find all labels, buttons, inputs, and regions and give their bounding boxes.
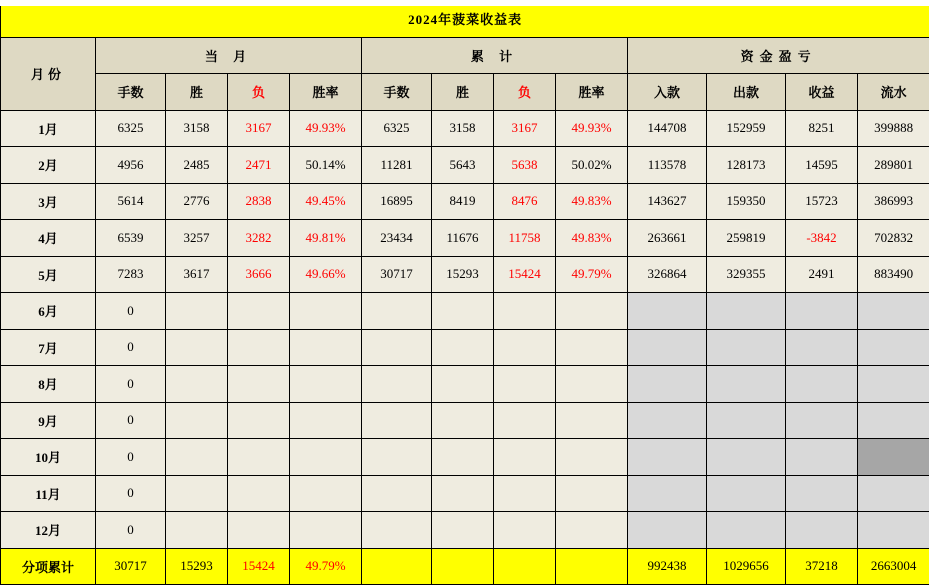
row-label[interactable]: 8月 [1, 366, 96, 403]
data-cell[interactable] [858, 512, 929, 549]
data-cell[interactable] [166, 293, 228, 330]
total-cell[interactable]: 30717 [96, 548, 166, 585]
top-scroll-strip [0, 0, 929, 6]
data-cell[interactable]: 6325 [362, 110, 432, 147]
data-cell[interactable]: 8251 [786, 110, 858, 147]
data-cell[interactable]: 3158 [432, 110, 494, 147]
header-sub-row [1, 74, 929, 111]
data-cell[interactable]: 49.93% [556, 110, 628, 147]
row-label[interactable]: 12月 [1, 512, 96, 549]
data-cell[interactable] [290, 512, 362, 549]
data-cell[interactable] [432, 439, 494, 476]
data-cell[interactable]: 49.81% [290, 220, 362, 257]
table-row [1, 256, 929, 293]
data-cell[interactable] [494, 366, 556, 403]
total-cell[interactable] [494, 548, 556, 585]
data-cell[interactable]: 16895 [362, 183, 432, 220]
data-cell[interactable]: 2776 [166, 183, 228, 220]
data-cell[interactable] [432, 512, 494, 549]
data-cell[interactable]: 0 [96, 439, 166, 476]
data-cell[interactable]: 2491 [786, 256, 858, 293]
data-cell[interactable] [166, 366, 228, 403]
data-cell[interactable]: 23434 [362, 220, 432, 257]
data-cell[interactable]: 50.14% [290, 147, 362, 184]
table-row [1, 220, 929, 257]
row-label[interactable]: 2月 [1, 147, 96, 184]
data-cell[interactable]: 152959 [707, 110, 786, 147]
data-cell[interactable]: 2485 [166, 147, 228, 184]
data-cell[interactable]: 11281 [362, 147, 432, 184]
data-cell[interactable] [858, 475, 929, 512]
total-cell[interactable]: 49.79% [290, 548, 362, 585]
data-cell[interactable] [228, 329, 290, 366]
header-group-row [1, 37, 929, 74]
total-label[interactable]: 分项累计 [1, 548, 96, 585]
total-cell[interactable]: 1029656 [707, 548, 786, 585]
data-cell[interactable]: 3666 [228, 256, 290, 293]
data-cell[interactable] [786, 475, 858, 512]
header-col-0-2: 负 [228, 74, 290, 111]
row-label[interactable]: 5月 [1, 256, 96, 293]
row-label[interactable]: 10月 [1, 439, 96, 476]
data-cell[interactable]: 8419 [432, 183, 494, 220]
data-cell[interactable]: 4956 [96, 147, 166, 184]
data-cell[interactable] [166, 329, 228, 366]
header-month: 月份 [1, 37, 96, 110]
header-col-1-1: 胜 [432, 74, 494, 111]
data-cell[interactable]: 6325 [96, 110, 166, 147]
header-col-1-0: 手数 [362, 74, 432, 111]
header-col-1-3: 胜率 [556, 74, 628, 111]
data-cell[interactable] [432, 293, 494, 330]
header-group-1: 累 计 [362, 37, 628, 74]
header-col-0-1: 胜 [166, 74, 228, 111]
data-cell[interactable]: 5614 [96, 183, 166, 220]
data-cell[interactable] [786, 329, 858, 366]
data-cell[interactable] [786, 293, 858, 330]
data-cell[interactable] [166, 402, 228, 439]
data-cell[interactable]: -3842 [786, 220, 858, 257]
data-cell[interactable] [166, 475, 228, 512]
header-col-2-0: 入款 [628, 74, 707, 111]
data-cell[interactable] [362, 293, 432, 330]
total-cell[interactable] [362, 548, 432, 585]
data-cell[interactable] [494, 512, 556, 549]
data-cell[interactable]: 5643 [432, 147, 494, 184]
data-cell[interactable] [290, 293, 362, 330]
data-cell[interactable] [556, 475, 628, 512]
data-cell[interactable] [290, 402, 362, 439]
data-cell[interactable]: 14595 [786, 147, 858, 184]
data-cell[interactable]: 5638 [494, 147, 556, 184]
data-cell[interactable]: 3167 [494, 110, 556, 147]
data-cell[interactable]: 386993 [858, 183, 929, 220]
table-row [1, 183, 929, 220]
data-cell[interactable] [556, 366, 628, 403]
data-cell[interactable]: 159350 [707, 183, 786, 220]
row-label[interactable]: 4月 [1, 220, 96, 257]
data-cell[interactable] [362, 366, 432, 403]
table-row [1, 475, 929, 512]
data-cell[interactable]: 144708 [628, 110, 707, 147]
data-cell[interactable]: 259819 [707, 220, 786, 257]
data-cell[interactable] [432, 329, 494, 366]
data-cell[interactable] [228, 475, 290, 512]
data-cell[interactable]: 49.66% [290, 256, 362, 293]
data-cell[interactable] [290, 366, 362, 403]
row-label[interactable]: 11月 [1, 475, 96, 512]
data-cell[interactable] [228, 439, 290, 476]
data-cell[interactable] [707, 329, 786, 366]
data-cell[interactable]: 3282 [228, 220, 290, 257]
data-cell[interactable] [858, 293, 929, 330]
total-cell[interactable]: 2663004 [858, 548, 929, 585]
data-cell[interactable] [166, 512, 228, 549]
data-cell[interactable] [628, 329, 707, 366]
data-cell[interactable]: 3167 [228, 110, 290, 147]
data-cell[interactable] [362, 475, 432, 512]
table-row [1, 402, 929, 439]
data-cell[interactable] [494, 475, 556, 512]
data-cell[interactable] [786, 402, 858, 439]
data-cell[interactable] [228, 366, 290, 403]
data-cell[interactable]: 49.93% [290, 110, 362, 147]
data-cell[interactable]: 49.79% [556, 256, 628, 293]
data-cell[interactable]: 2471 [228, 147, 290, 184]
total-cell[interactable] [556, 548, 628, 585]
data-cell[interactable] [556, 329, 628, 366]
data-cell[interactable] [858, 439, 929, 476]
data-cell[interactable]: 15293 [432, 256, 494, 293]
data-cell[interactable]: 883490 [858, 256, 929, 293]
data-cell[interactable] [707, 366, 786, 403]
data-cell[interactable]: 2838 [228, 183, 290, 220]
page-title: 2024年菠菜收益表 [1, 1, 929, 38]
data-cell[interactable] [432, 366, 494, 403]
data-cell[interactable]: 8476 [494, 183, 556, 220]
header-col-0-3: 胜率 [290, 74, 362, 111]
table-row [1, 293, 929, 330]
table-row [1, 329, 929, 366]
data-cell[interactable] [290, 329, 362, 366]
data-cell[interactable] [494, 329, 556, 366]
data-cell[interactable] [290, 439, 362, 476]
data-cell[interactable]: 11758 [494, 220, 556, 257]
row-label[interactable]: 7月 [1, 329, 96, 366]
header-col-2-3: 流水 [858, 74, 929, 111]
total-cell[interactable] [432, 548, 494, 585]
data-cell[interactable]: 702832 [858, 220, 929, 257]
header-col-0-0: 手数 [96, 74, 166, 111]
data-cell[interactable] [858, 402, 929, 439]
data-cell[interactable]: 49.83% [556, 220, 628, 257]
data-cell[interactable]: 263661 [628, 220, 707, 257]
data-cell[interactable]: 15723 [786, 183, 858, 220]
data-cell[interactable] [494, 293, 556, 330]
data-cell[interactable] [628, 475, 707, 512]
data-cell[interactable] [556, 402, 628, 439]
row-label[interactable]: 9月 [1, 402, 96, 439]
table-row [1, 110, 929, 147]
data-cell[interactable]: 0 [96, 329, 166, 366]
data-cell[interactable] [707, 439, 786, 476]
data-cell[interactable]: 3257 [166, 220, 228, 257]
data-cell[interactable] [556, 439, 628, 476]
data-cell[interactable] [362, 329, 432, 366]
row-label[interactable]: 3月 [1, 183, 96, 220]
data-cell[interactable] [228, 402, 290, 439]
data-cell[interactable]: 0 [96, 366, 166, 403]
data-cell[interactable]: 113578 [628, 147, 707, 184]
header-col-1-2: 负 [494, 74, 556, 111]
total-cell[interactable]: 15293 [166, 548, 228, 585]
data-cell[interactable]: 7283 [96, 256, 166, 293]
table-row [1, 439, 929, 476]
data-cell[interactable] [628, 512, 707, 549]
data-cell[interactable] [628, 366, 707, 403]
data-cell[interactable]: 329355 [707, 256, 786, 293]
data-cell[interactable]: 15424 [494, 256, 556, 293]
data-cell[interactable]: 3158 [166, 110, 228, 147]
header-group-2: 资金盈亏 [628, 37, 929, 74]
data-cell[interactable]: 399888 [858, 110, 929, 147]
table-row [1, 147, 929, 184]
data-cell[interactable] [556, 293, 628, 330]
data-cell[interactable] [786, 366, 858, 403]
total-cell[interactable]: 992438 [628, 548, 707, 585]
data-cell[interactable] [707, 402, 786, 439]
data-cell[interactable] [858, 366, 929, 403]
data-cell[interactable] [556, 512, 628, 549]
data-cell[interactable]: 0 [96, 475, 166, 512]
table-row [1, 366, 929, 403]
total-cell[interactable]: 15424 [228, 548, 290, 585]
data-cell[interactable]: 49.45% [290, 183, 362, 220]
header-col-2-1: 出款 [707, 74, 786, 111]
data-cell[interactable]: 143627 [628, 183, 707, 220]
table-row [1, 512, 929, 549]
data-cell[interactable] [166, 439, 228, 476]
data-cell[interactable]: 289801 [858, 147, 929, 184]
data-cell[interactable] [432, 475, 494, 512]
header-col-2-2: 收益 [786, 74, 858, 111]
data-cell[interactable] [494, 439, 556, 476]
data-cell[interactable] [858, 329, 929, 366]
total-row [1, 548, 929, 585]
data-cell[interactable] [707, 475, 786, 512]
total-cell[interactable]: 37218 [786, 548, 858, 585]
data-cell[interactable] [628, 439, 707, 476]
data-cell[interactable] [362, 439, 432, 476]
data-cell[interactable] [628, 293, 707, 330]
data-cell[interactable] [228, 512, 290, 549]
data-cell[interactable]: 0 [96, 512, 166, 549]
data-cell[interactable] [707, 512, 786, 549]
data-cell[interactable] [432, 402, 494, 439]
data-cell[interactable] [494, 402, 556, 439]
data-cell[interactable]: 326864 [628, 256, 707, 293]
data-cell[interactable] [362, 512, 432, 549]
data-cell[interactable] [290, 475, 362, 512]
data-cell[interactable]: 0 [96, 293, 166, 330]
row-label[interactable]: 6月 [1, 293, 96, 330]
data-cell[interactable]: 0 [96, 402, 166, 439]
data-cell[interactable]: 128173 [707, 147, 786, 184]
data-cell[interactable]: 49.83% [556, 183, 628, 220]
data-cell[interactable] [786, 512, 858, 549]
data-cell[interactable] [362, 402, 432, 439]
data-cell[interactable] [786, 439, 858, 476]
header-group-0: 当 月 [96, 37, 362, 74]
data-cell[interactable]: 3617 [166, 256, 228, 293]
row-label[interactable]: 1月 [1, 110, 96, 147]
data-cell[interactable]: 50.02% [556, 147, 628, 184]
data-cell[interactable] [628, 402, 707, 439]
data-cell[interactable]: 11676 [432, 220, 494, 257]
data-cell[interactable] [228, 293, 290, 330]
data-cell[interactable]: 30717 [362, 256, 432, 293]
data-cell[interactable] [707, 293, 786, 330]
data-cell[interactable]: 6539 [96, 220, 166, 257]
